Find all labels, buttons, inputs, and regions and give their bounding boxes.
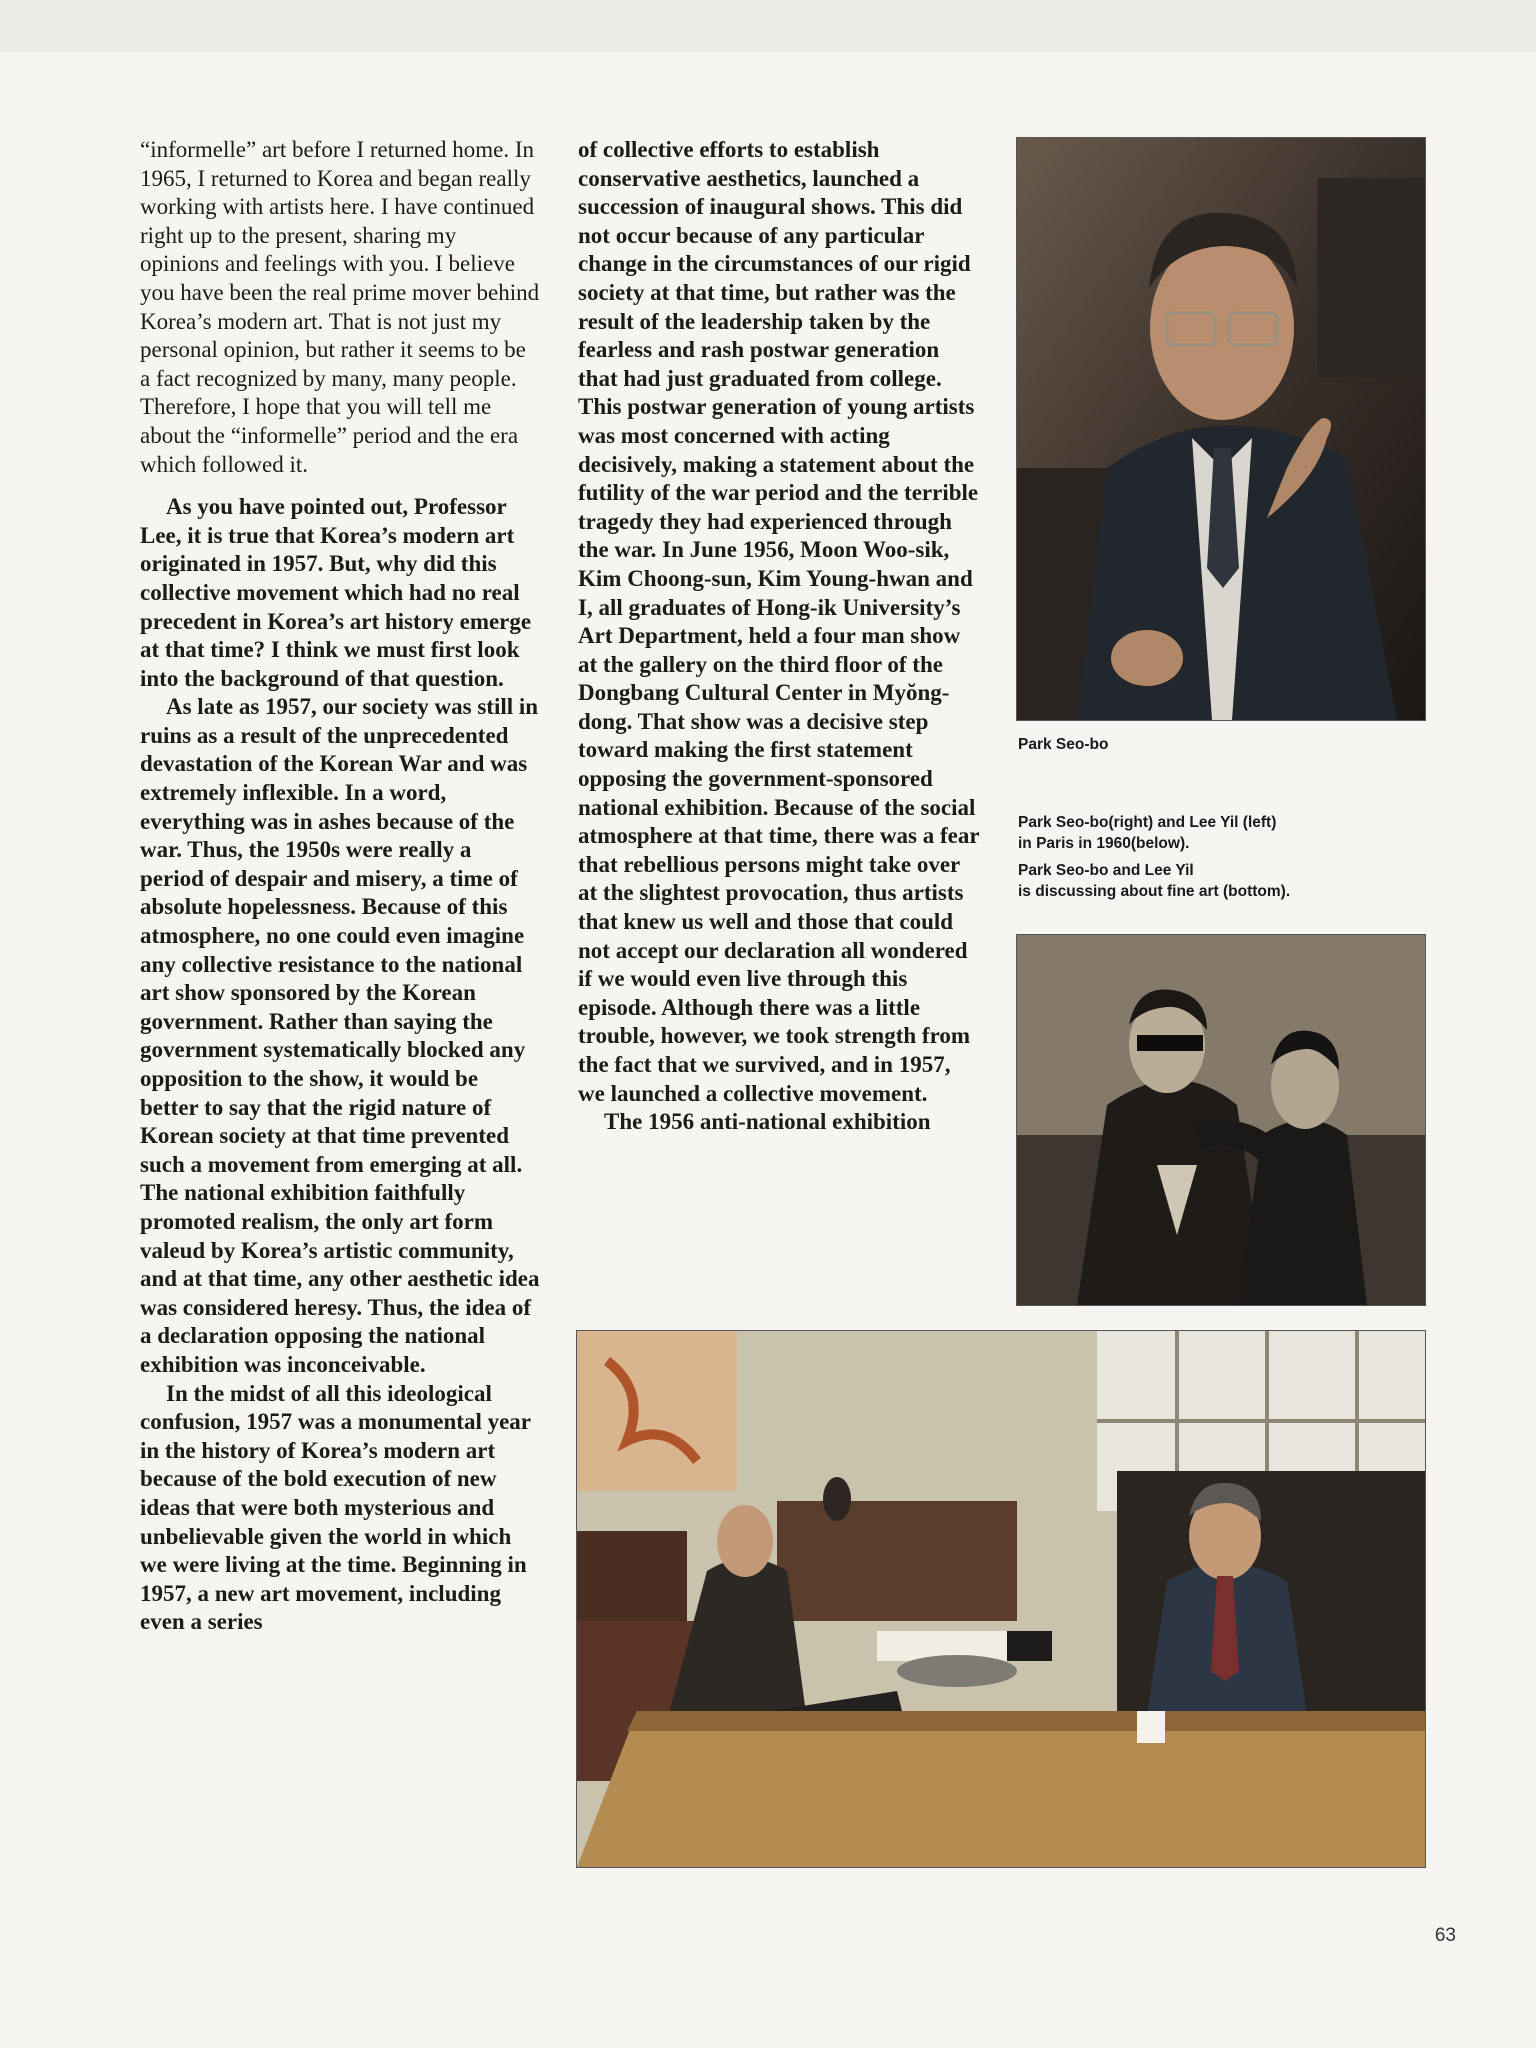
meeting-photo	[576, 1330, 1426, 1868]
caption-line: is discussing about fine art (bottom).	[1018, 883, 1291, 900]
page-number: 63	[1434, 1925, 1456, 1946]
text-column-left	[140, 136, 540, 1637]
paris-photo	[1016, 934, 1426, 1306]
text-column-middle	[578, 136, 980, 1137]
portrait-caption: Park Seo-bo	[1018, 736, 1109, 753]
caption-line: Park Seo-bo(right) and Lee Yil (left)	[1018, 814, 1277, 831]
answer-paragraph: In the midst of all this ideological confusion, 1957 was a monumental year in the history of Korea’s modern art because of the bold execution of new ideas that were both mysterious and unbelievable given the world in which we were living at the time. Beginning in 1957, a new art movement, including even a series	[140, 1380, 531, 1635]
answer-paragraph: As you have pointed out, Professor Lee, it is true that Korea’s modern art originated in 1957. But, why did this collective movement which had no real precedent in Korea’s art history emerge at that time? I think we must first look into the background of that question.	[140, 494, 532, 691]
caption-line: Park Seo-bo and Lee Yil	[1018, 862, 1194, 879]
answer-paragraph: of collective efforts to establish conservative aesthetics, launched a succession of inaugural shows. This did not occur because of any particular change in the circumstances of our rigid society at that time, but rather was the result of the leadership taken by the fearless and rash postwar generation that had just graduated from college. This postwar generation of young artists was most concerned with acting decisively, making a statement about the futility of the war period and the terrible tragedy they had experienced through the war. In June 1956, Moon Woo-sik, Kim Choong-sun, Kim Young-hwan and I, all graduates of Hong-ik University’s Art Department, held a four man show at the gallery on the third floor of the Dongbang Cultural Center in Myŏng-dong. That show was a decisive step toward making the first statement opposing the government-sponsored national exhibition. Because of the social atmosphere at that time, there was a fear that rebellious persons might take over at the slightest provocation, thus artists that knew us well and those that could not accept our declaration all wondered if we would even live through this episode. Although there was a little trouble, however, we took strength from the fact that we survived, and in 1957, we launched a collective movement.	[578, 137, 980, 1106]
answer-paragraph: As late as 1957, our society was still in ruins as a result of the unprecedented devastation of the Korean War and was extremely inflexible. In a word, everything was in ashes because of the war. Thus, the 1950s were really a period of despair and misery, a time of absolute hopelessness. Because of this atmosphere, no one could even imagine any collective resistance to the national art show sponsored by the Korean government. Rather than saying the government systematically blocked any opposition to the show, it would be better to say that the rigid nature of Korean society at that time prevented such a movement from emerging at all. The national exhibition faithfully promoted realism, the only art form valeud by Korea’s artistic community, and at that time, any other aesthetic idea was considered heresy. Thus, the idea of a declaration opposing the national exhibition was inconceivable.	[140, 694, 540, 1377]
paris-caption	[1018, 812, 1290, 902]
portrait-photo	[1016, 137, 1426, 721]
answer-paragraph: The 1956 anti-national exhibition	[604, 1109, 931, 1135]
question-paragraph: “informelle” art before I returned home. In 1965, I returned to Korea and began really working with artists here. I have continued right up to the present, sharing my opinions and feelings with you. I believe you have been the real prime mover behind Korea’s modern art. That is not just my personal opinion, but rather it seems to be a fact recognized by many, many people. Therefore, I hope that you will tell me about the “informelle” period and the era which followed it.	[140, 137, 540, 477]
caption-line: in Paris in 1960(below).	[1018, 835, 1190, 852]
